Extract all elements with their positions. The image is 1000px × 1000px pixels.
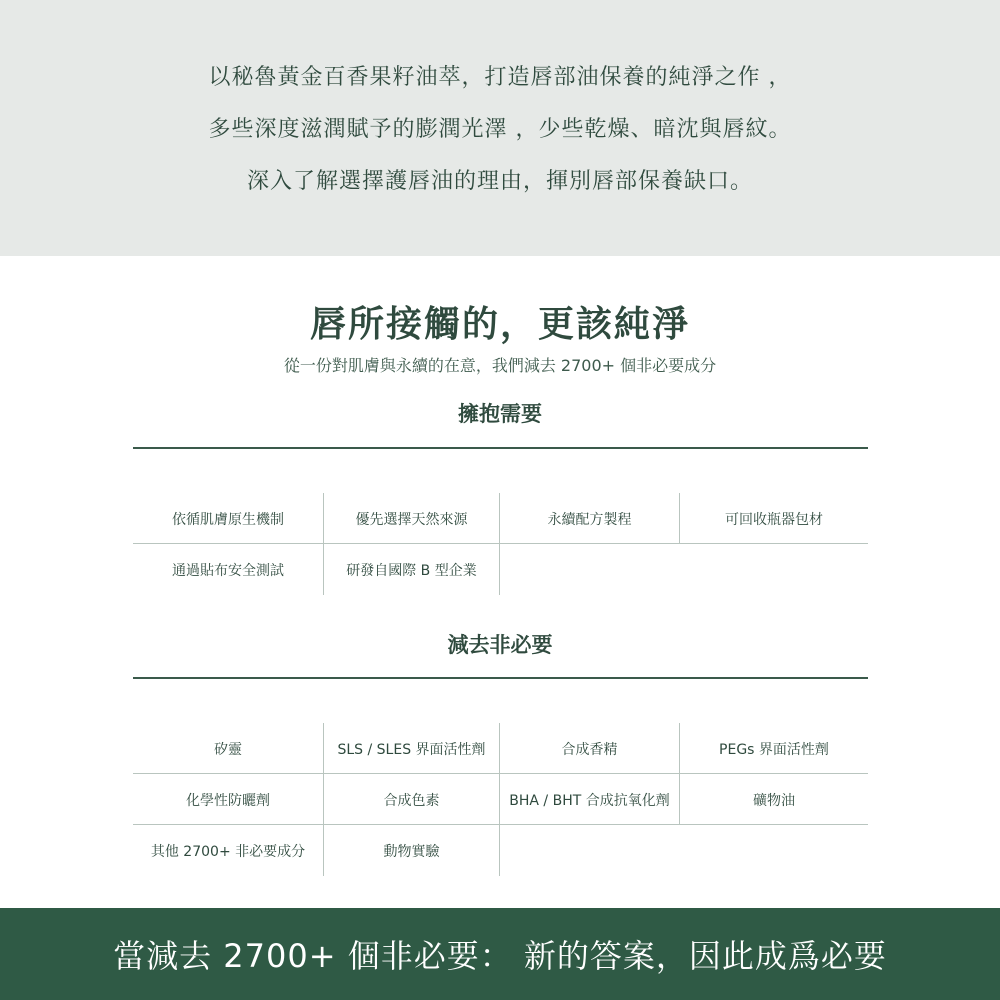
- grid-cell: 依循肌膚原生機制: [133, 493, 324, 544]
- grid-row: [133, 493, 868, 544]
- intro-line: 深入了解選擇護唇油的理由，揮別唇部保養缺口。: [246, 169, 753, 194]
- section-divider: [133, 677, 868, 679]
- grid-cell: 矽靈: [133, 723, 324, 774]
- grid-row: [133, 544, 868, 595]
- grid-cell: 合成香精: [500, 723, 680, 774]
- grid-cell: 化學性防曬劑: [133, 774, 324, 825]
- grid-cell: 其他 2700+ 非必要成分: [133, 825, 324, 876]
- subtract-grid: [133, 723, 868, 876]
- grid-cell: 研發自國際 B 型企業: [324, 544, 500, 595]
- grid-row: [133, 825, 868, 876]
- grid-cell: 合成色素: [324, 774, 500, 825]
- intro-line: 以秘魯黃金百香果籽油萃，打造唇部油保養的純淨之作 ，: [208, 65, 792, 90]
- footer-banner: [0, 908, 1000, 1000]
- section-divider: [133, 447, 868, 449]
- grid-cell: PEGs 界面活性劑: [719, 741, 829, 758]
- grid-row: [133, 774, 868, 825]
- grid-cell: 動物實驗: [324, 825, 500, 876]
- footer-tagline: 當減去 2700+ 個非必要： 新的答案，因此成爲必要: [113, 937, 887, 975]
- grid-cell: 通過貼布安全測試: [133, 544, 324, 595]
- embrace-grid: [133, 493, 868, 595]
- grid-cell: BHA / BHT 合成抗氧化劑: [500, 774, 680, 825]
- embrace-section-title: 擁抱需要: [458, 402, 542, 426]
- subtract-section-title: 減去非必要: [447, 633, 553, 657]
- grid-cell: 優先選擇天然來源: [324, 493, 500, 544]
- grid-row: [133, 723, 868, 774]
- grid-cell: 礦物油: [753, 792, 795, 809]
- intro-banner: [0, 0, 1000, 256]
- page-title: 唇所接觸的，更該純淨: [309, 304, 690, 345]
- grid-cell: 可回收瓶器包材: [725, 511, 823, 528]
- intro-line: 多些深度滋潤賦予的膨潤光澤 ，少些乾燥、暗沈與唇紋。: [208, 117, 792, 142]
- page-subtitle: 從一份對肌膚與永續的在意，我們減去 2700+ 個非必要成分: [283, 356, 717, 375]
- grid-cell: 永續配方製程: [500, 493, 680, 544]
- grid-cell: SLS / SLES 界面活性劑: [324, 723, 500, 774]
